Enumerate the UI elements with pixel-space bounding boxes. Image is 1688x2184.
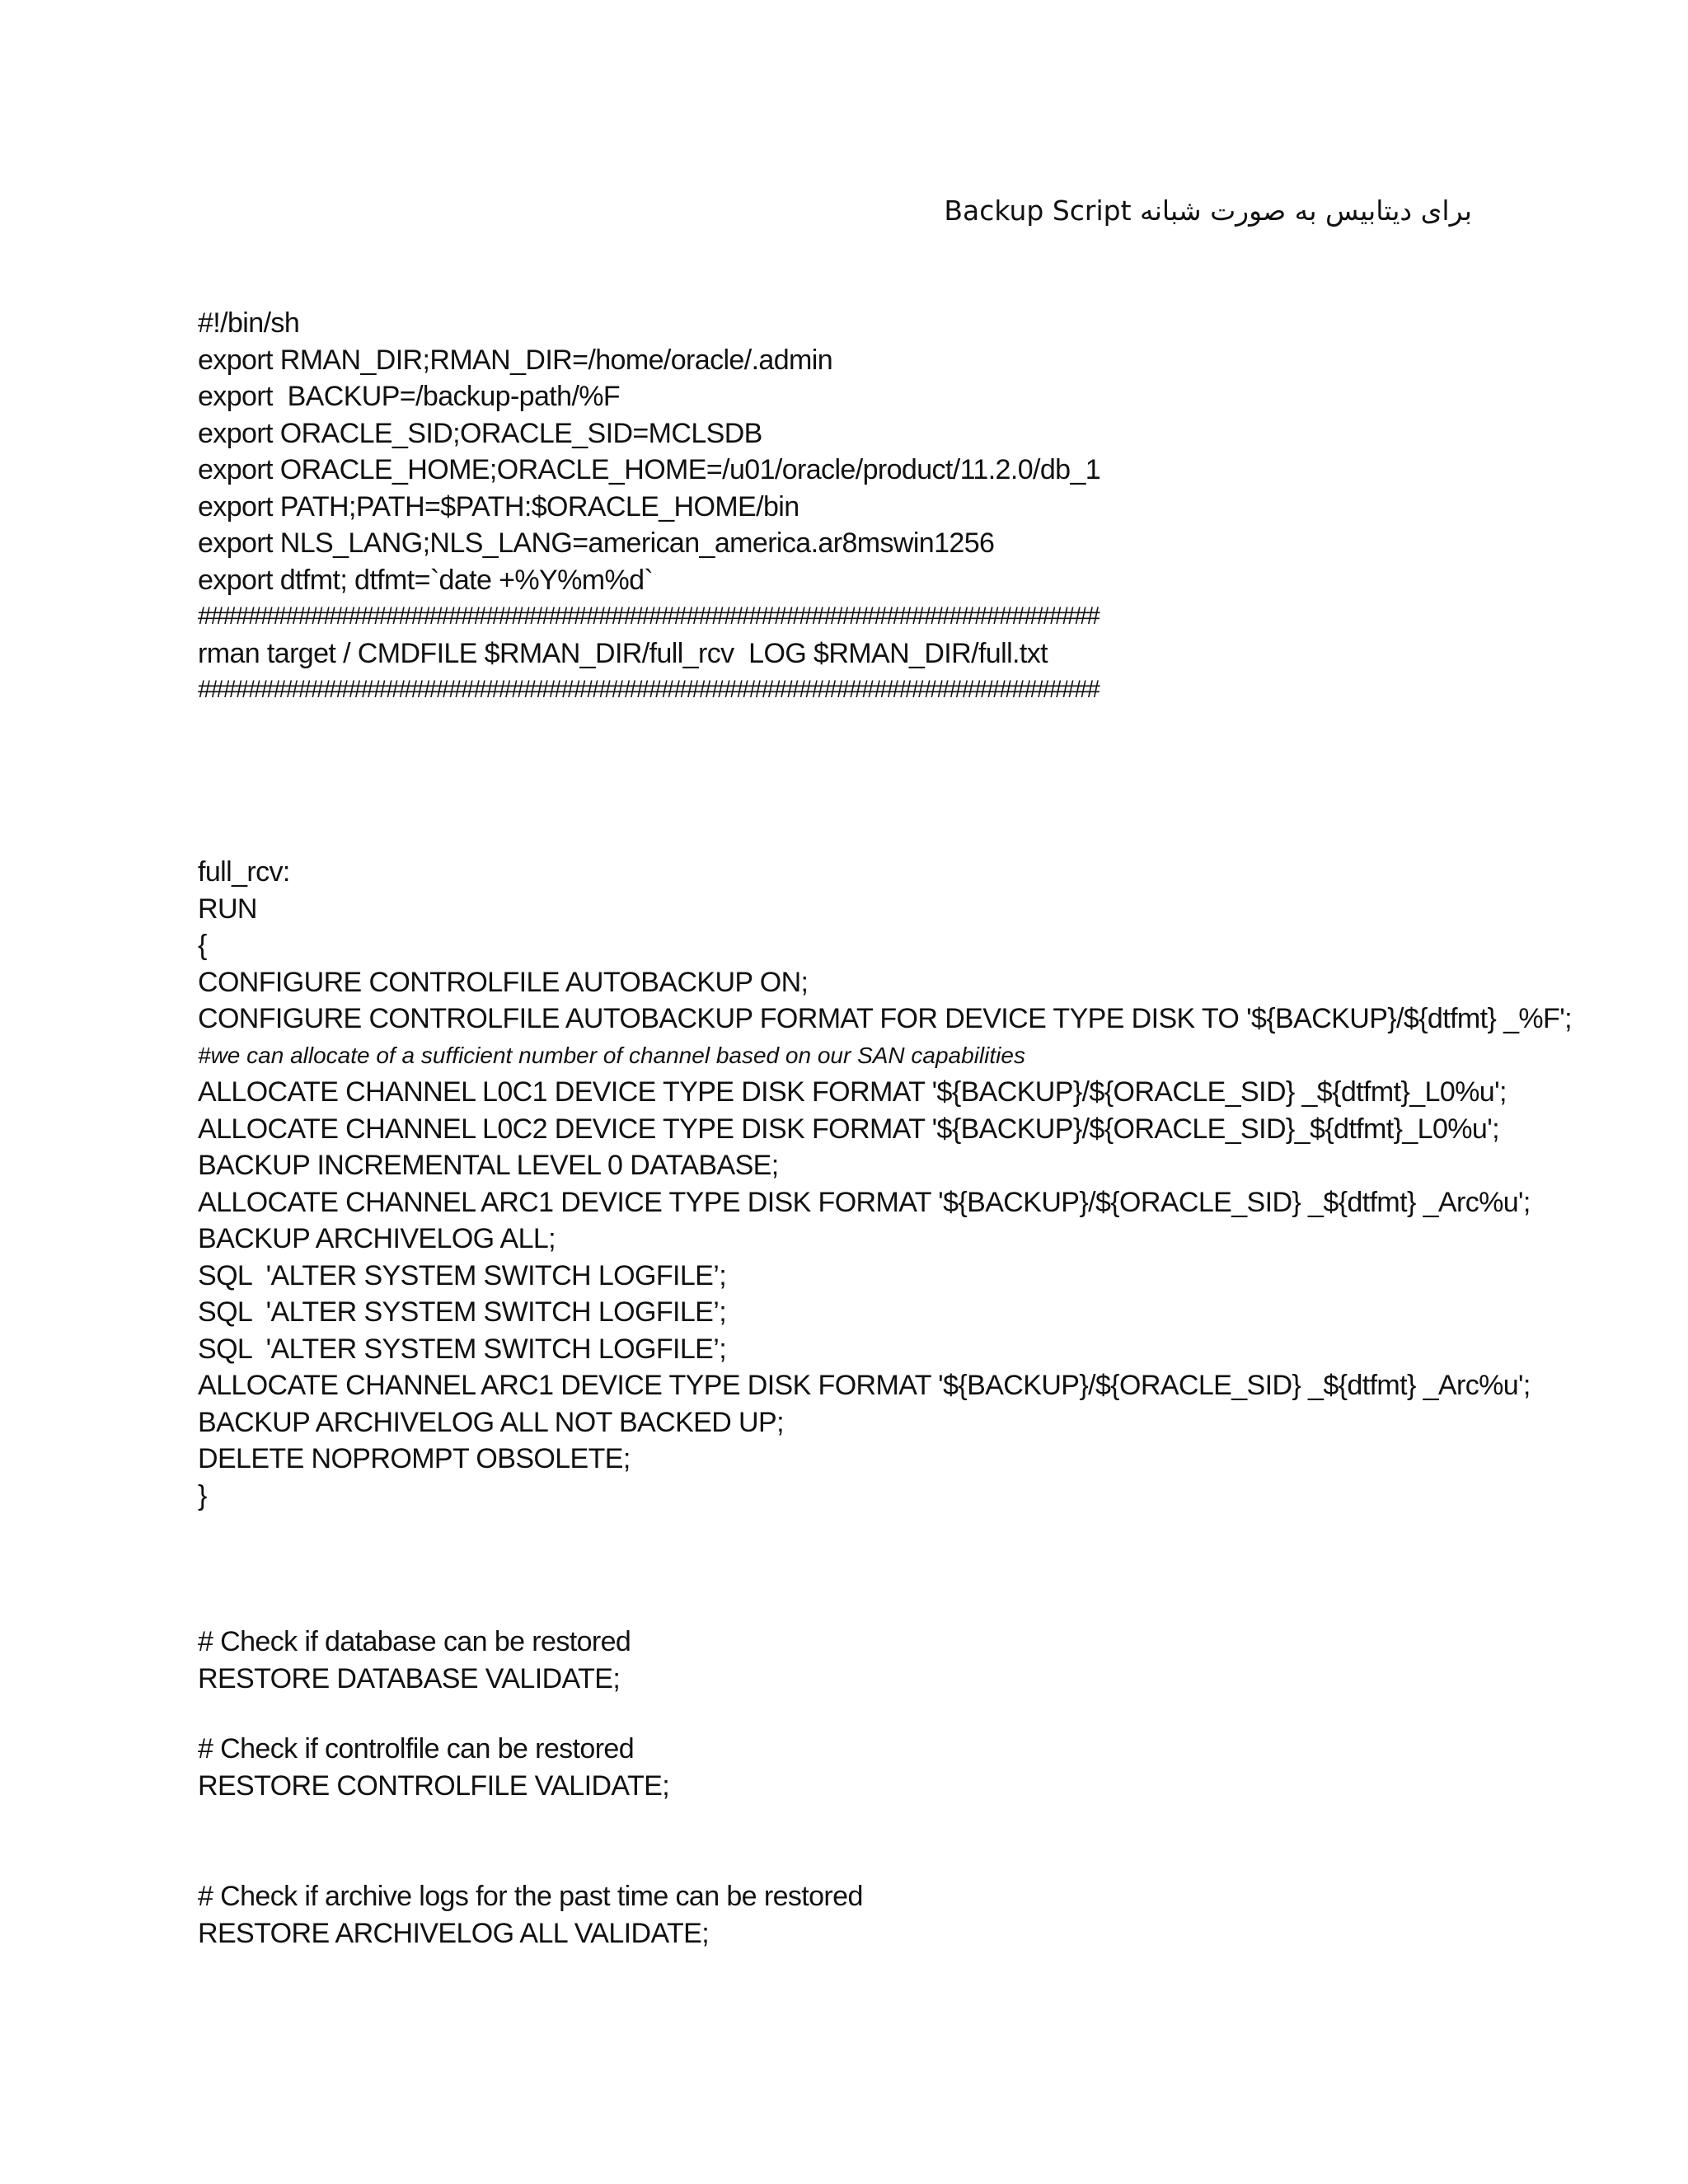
rman-line: ALLOCATE CHANNEL L0C1 DEVICE TYPE DISK FORMAT '${BACKUP}/${ORACLE_SID} _${dtfmt}_L0%u'; [198,1076,1507,1108]
rman-line: SQL 'ALTER SYSTEM SWITCH LOGFILE’; [198,1333,727,1365]
rman-line: BACKUP INCREMENTAL LEVEL 0 DATABASE; [198,1150,779,1181]
separator-line: ######################################################################## [198,602,1100,630]
rman-line: BACKUP ARCHIVELOG ALL NOT BACKED UP; [198,1406,784,1438]
shell-script-block [198,305,1517,709]
script-line: export dtfmt; dtfmt=`date +%Y%m%d` [198,564,654,596]
page-title: Backup Script برای دیتابیس به صورت شبانه [944,194,1472,227]
rman-line: ALLOCATE CHANNEL ARC1 DEVICE TYPE DISK FORMAT '${BACKUP}/${ORACLE_SID} _${dtfmt} _Arc%u'; [198,1186,1531,1218]
rman-line: CONFIGURE CONTROLFILE AUTOBACKUP FORMAT FOR DEVICE TYPE DISK TO '${BACKUP}/${dtfmt} _%F'; [198,1003,1572,1034]
check-comment: # Check if database can be restored [198,1626,631,1657]
script-line: export PATH;PATH=$PATH:$ORACLE_HOME/bin [198,490,799,523]
separator-line: ######################################################################## [198,676,1100,703]
rman-line: { [198,930,207,961]
script-line: export ORACLE_SID;ORACLE_SID=MCLSDB [198,417,762,449]
check-archivelog-section [198,1878,1517,1952]
rman-line: SQL 'ALTER SYSTEM SWITCH LOGFILE’; [198,1259,727,1291]
check-comment: # Check if archive logs for the past time can be restored [198,1881,863,1912]
check-command: RESTORE DATABASE VALIDATE; [198,1662,621,1694]
script-line: export ORACLE_HOME;ORACLE_HOME=/u01/oracle/product/11.2.0/db_1 [198,454,1101,485]
rman-line: } [198,1479,207,1511]
rman-line: ALLOCATE CHANNEL ARC1 DEVICE TYPE DISK FORMAT '${BACKUP}/${ORACLE_SID} _${dtfmt} _Arc%u'; [198,1370,1531,1401]
script-line: #!/bin/sh [198,307,300,339]
rman-command-block [198,854,1572,1514]
check-command: RESTORE ARCHIVELOG ALL VALIDATE; [198,1917,710,1949]
rman-line: full_rcv: [198,856,290,888]
rman-line: SQL 'ALTER SYSTEM SWITCH LOGFILE’; [198,1296,727,1328]
script-line: export RMAN_DIR;RMAN_DIR=/home/oracle/.admin [198,344,833,376]
rman-line: DELETE NOPROMPT OBSOLETE; [198,1443,631,1474]
rman-comment-line: #we can allocate of a sufficient number of channel based on our SAN capabilities [198,1042,1025,1068]
check-command: RESTORE CONTROLFILE VALIDATE; [198,1769,670,1802]
script-line: export BACKUP=/backup-path/%F [198,381,621,412]
script-line: rman target / CMDFILE $RMAN_DIR/full_rcv LOG $RMAN_DIR/full.txt [198,637,1048,669]
check-comment: # Check if controlfile can be restored [198,1733,635,1765]
check-database-section [198,1624,1517,1697]
rman-line: BACKUP ARCHIVELOG ALL; [198,1223,556,1254]
rman-line: ALLOCATE CHANNEL L0C2 DEVICE TYPE DISK FORMAT '${BACKUP}/${ORACLE_SID}_${dtfmt}_L0%u'; [198,1113,1499,1145]
rman-line: RUN [198,893,257,925]
check-controlfile-section [198,1731,1517,1804]
rman-line: CONFIGURE CONTROLFILE AUTOBACKUP ON; [198,966,809,998]
script-line: export NLS_LANG;NLS_LANG=american_america.ar8mswin1256 [198,527,995,559]
